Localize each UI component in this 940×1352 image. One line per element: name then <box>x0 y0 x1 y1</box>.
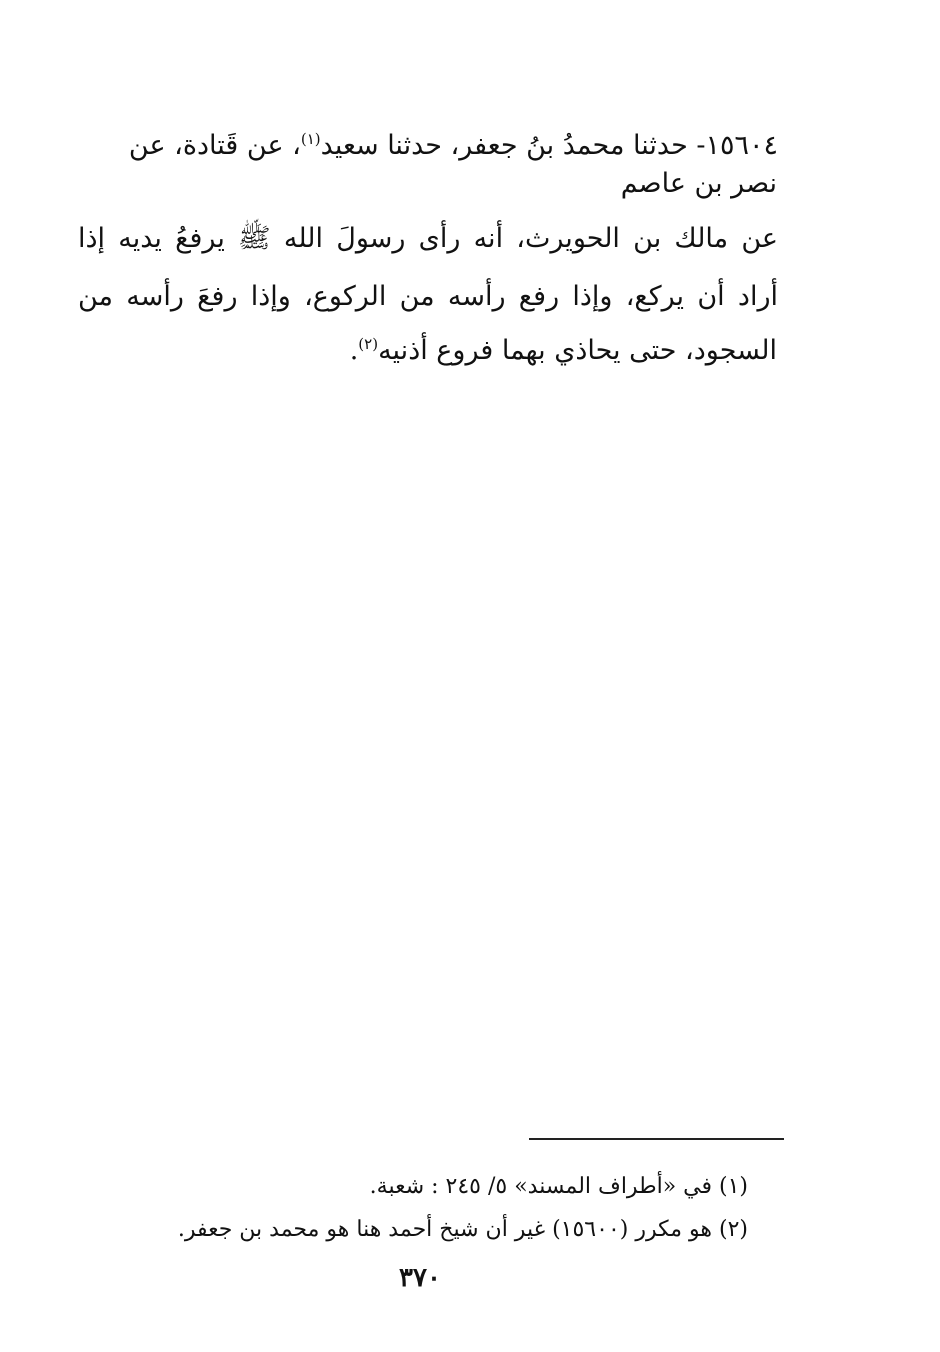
hadith-heading-line-2: نصر بن عاصم <box>620 168 777 199</box>
hadith-text-line-3-body: السجود، حتى يحاذي بهما فروع أذنيه <box>378 335 777 366</box>
hadith-text-line-1: عن مالك بن الحويرث، أنه رأى رسولَ الله ﷺ يرفعُ يديه إذا <box>78 223 778 254</box>
footnote-2: (٢) هو مكرر (١٥٦٠٠) غير أن شيخ أحمد هنا هو محمد بن جعفر. <box>177 1217 748 1242</box>
footnote-1: (١) في «أطراف المسند» ٥/ ٢٤٥ : شعبة. <box>369 1174 748 1199</box>
hadith-heading-text: ١٥٦٠٤- حدثنا محمدُ بنُ جعفر، حدثنا سعيد <box>320 130 778 161</box>
hadith-heading-tail: ، عن قَتادة، عن <box>128 130 301 161</box>
hadith-text-line-3 <box>350 333 777 369</box>
footnote-ref-1: (١) <box>300 130 321 148</box>
hadith-heading-line-1 <box>78 128 778 164</box>
hadith-text-line-3-end: . <box>349 335 359 366</box>
footnote-separator <box>529 1138 784 1140</box>
hadith-text-line-2: أراد أن يركع، وإذا رفع رأسه من الركوع، وإذا رفعَ رأسه من <box>78 281 778 312</box>
footnote-ref-2: (٢) <box>358 335 379 353</box>
page-number: ٣٧٠ <box>399 1263 441 1293</box>
